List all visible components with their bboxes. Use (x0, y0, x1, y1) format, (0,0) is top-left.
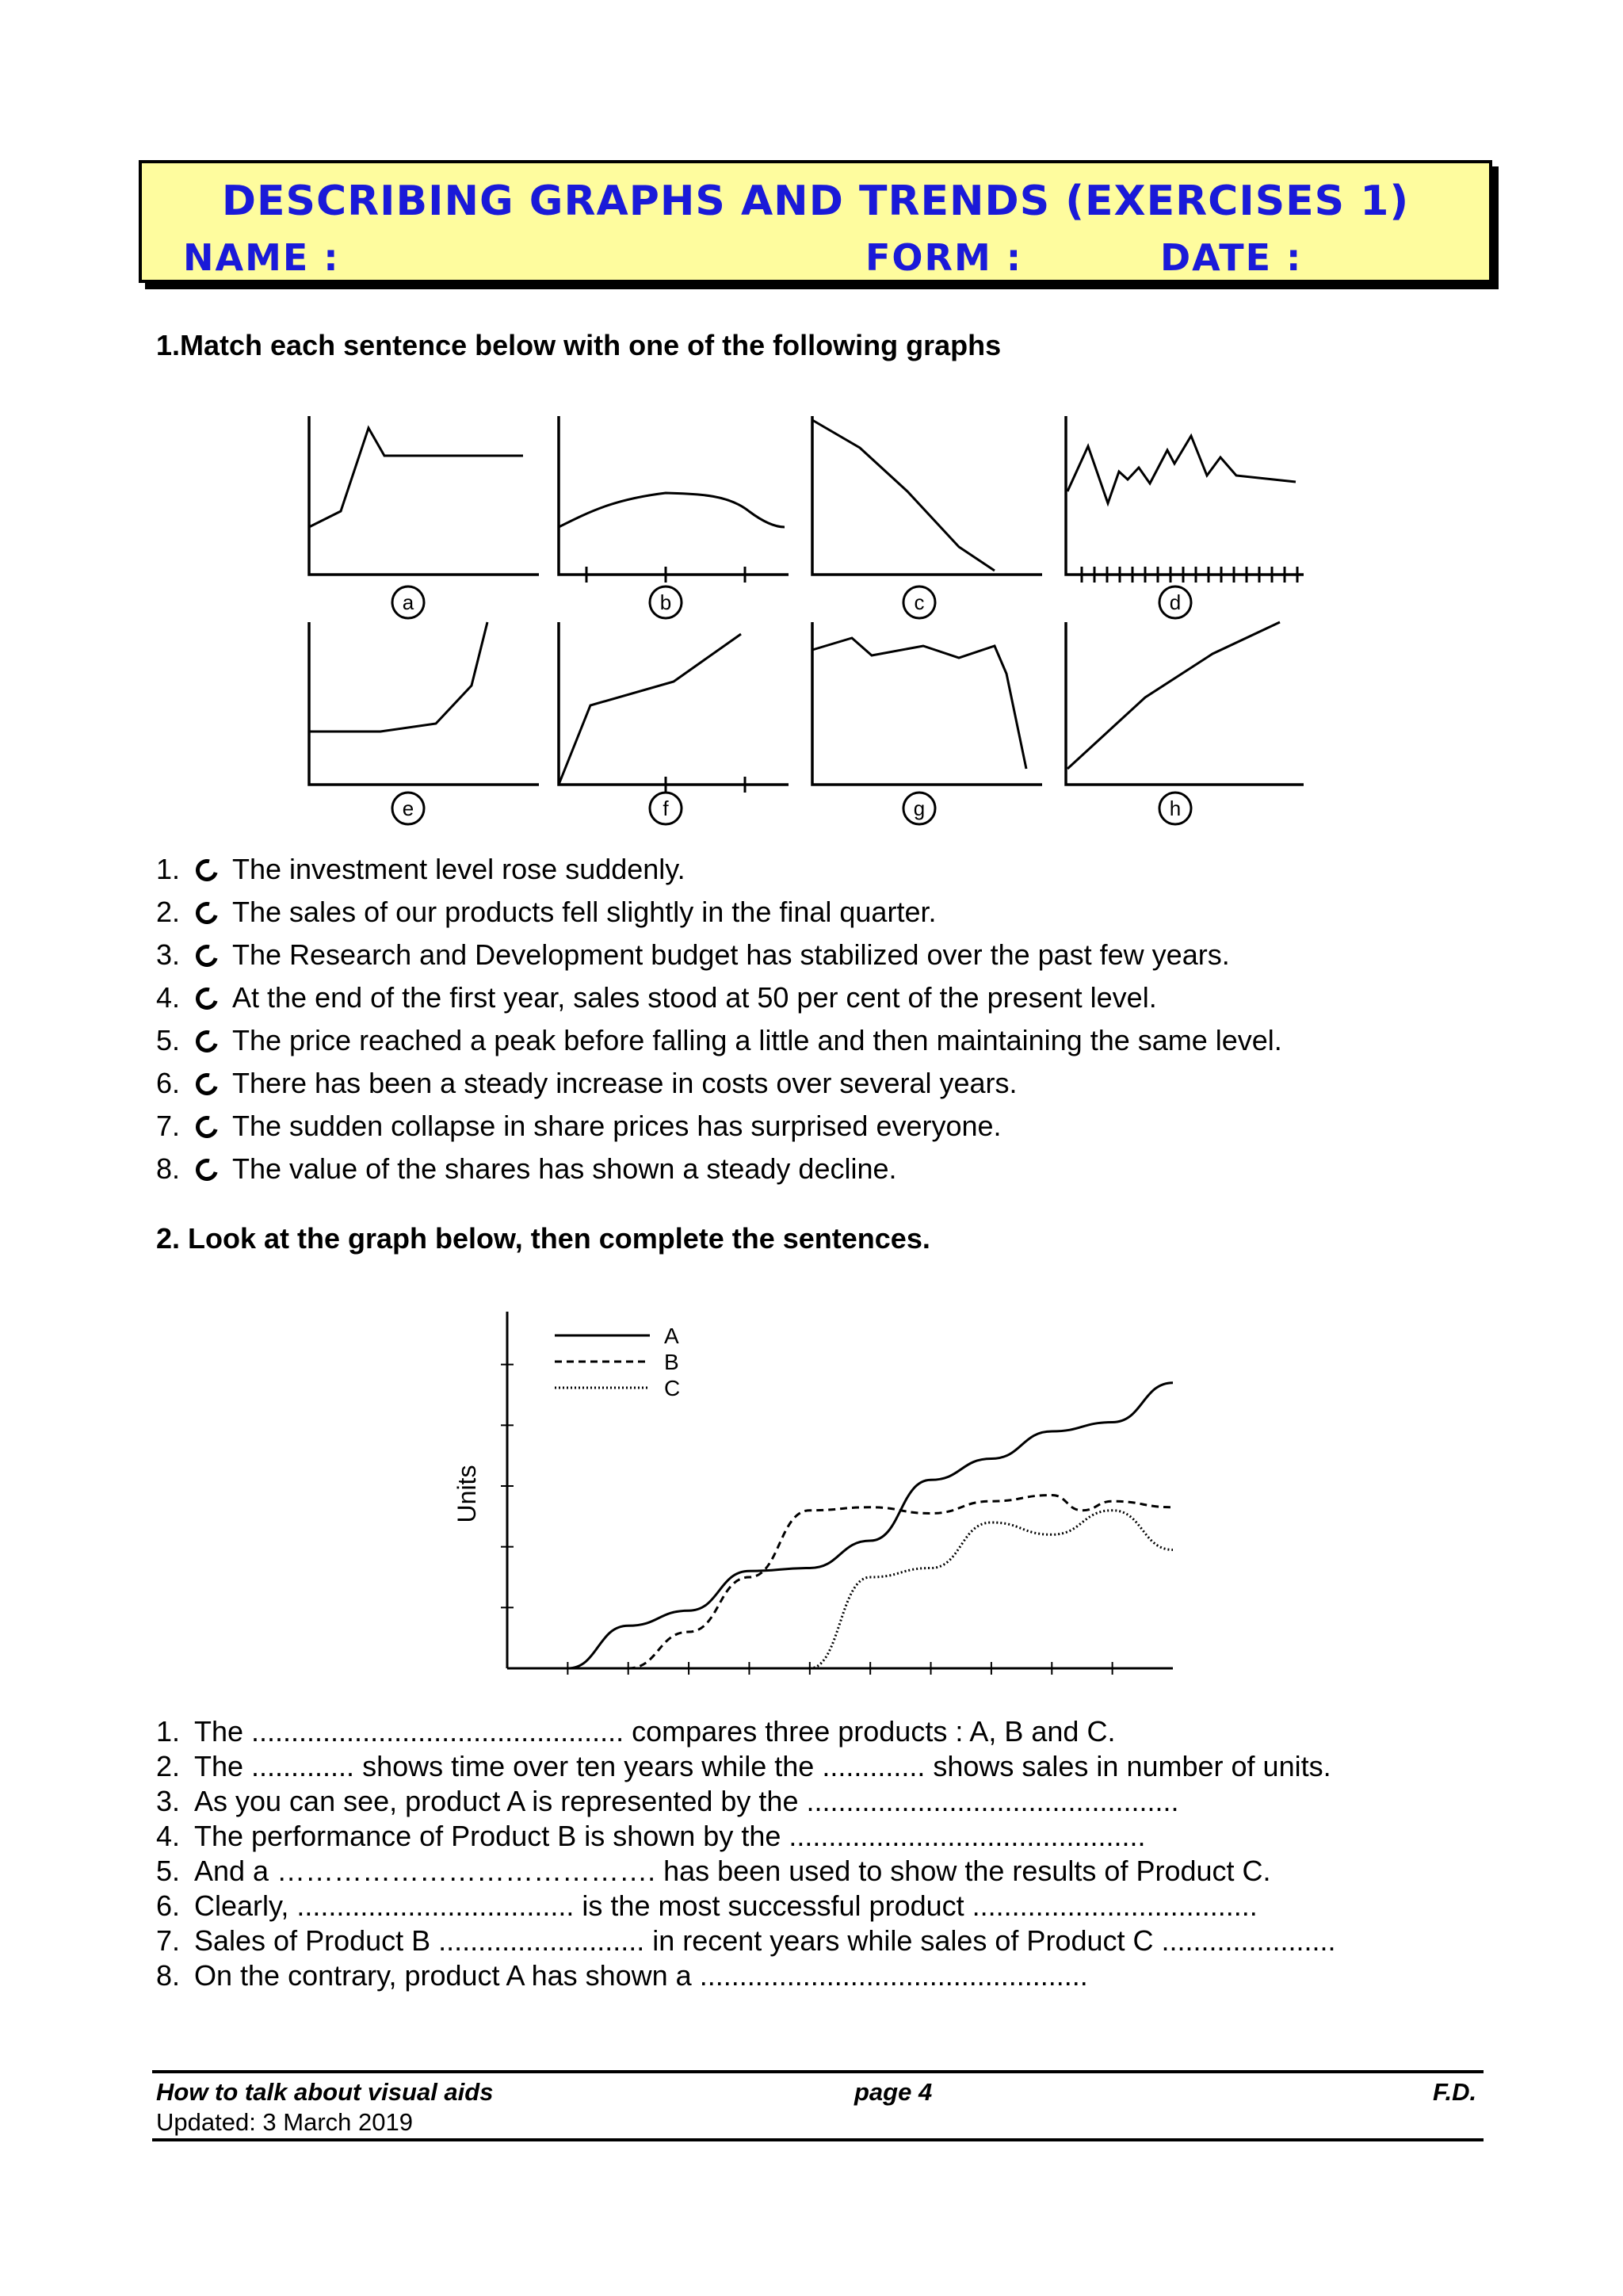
checkbox-bubble-icon[interactable] (192, 1155, 222, 1185)
legend-label-a: A (664, 1324, 679, 1348)
footer-doc-title: How to talk about visual aids (156, 2078, 494, 2106)
checkbox-bubble-icon[interactable] (192, 898, 222, 928)
series-line-a (567, 1383, 1173, 1668)
legend-label-c: C (664, 1376, 681, 1400)
graph-e (293, 614, 547, 828)
footer-author: F.D. (1433, 2078, 1477, 2106)
section2-heading: 2. Look at the graph below, then complete the sentences. (156, 1222, 930, 1255)
checkbox-bubble-icon[interactable] (192, 1069, 222, 1099)
checkbox-bubble-icon[interactable] (192, 1112, 222, 1142)
line-chart (444, 1300, 1189, 1692)
graph-f (543, 614, 796, 828)
graph-label-f: f (663, 797, 669, 820)
header-box (139, 160, 1492, 283)
list-item: 6. Clearly, ................................... is the most successful product .................................... (156, 1889, 1258, 1922)
checkbox-bubble-icon[interactable] (192, 855, 222, 885)
footer-updated: Updated: 3 March 2019 (156, 2108, 413, 2136)
graph-label-c: c (914, 590, 925, 614)
footer-divider-bottom (152, 2138, 1484, 2141)
graph-h (1050, 614, 1312, 828)
list-item: 8. On the contrary, product A has shown a ................................................. (156, 1959, 1088, 1992)
checkbox-bubble-icon[interactable] (192, 984, 222, 1014)
list-item: 6. There has been a steady increase in costs over several years. (156, 1067, 1018, 1099)
graph-label-h: h (1169, 797, 1182, 820)
section2-sentence-list (156, 1714, 1336, 1993)
graph-a (293, 408, 547, 622)
page-title: DESCRIBING GRAPHS AND TRENDS (EXERCISES 1) (221, 178, 1410, 225)
section1-heading: 1.Match each sentence below with one of the following graphs (156, 329, 1002, 361)
list-item: 2. The ............. shows time over ten years while the ............. shows sales in number of units. (156, 1750, 1331, 1782)
graph-c (796, 408, 1050, 622)
date-label: DATE : (1160, 236, 1303, 279)
list-item: 1. The investment level rose suddenly. (156, 853, 685, 885)
checkbox-bubble-icon[interactable] (192, 941, 222, 971)
form-label: FORM : (865, 236, 1023, 279)
footer-page-number: page 4 (854, 2078, 933, 2106)
line-chart-svg (444, 1300, 1189, 1688)
list-item: 1. The ............................................... compares three products : A, B and C. (156, 1715, 1116, 1748)
list-item: 5. And a …………………………………. has been used to show the results of Product C. (156, 1855, 1271, 1887)
graph-label-a: a (402, 590, 414, 614)
legend-label-b: B (664, 1350, 679, 1374)
list-item: 7. Sales of Product B .......................... in recent years while sales of Product C ...................... (156, 1924, 1336, 1957)
footer-divider-top (152, 2070, 1484, 2073)
list-item: 4. At the end of the first year, sales stood at 50 per cent of the present level. (156, 981, 1157, 1014)
list-item: 2. The sales of our products fell slightly in the final quarter. (156, 896, 937, 928)
list-item: 5. The price reached a peak before falling a little and then maintaining the same level. (156, 1024, 1282, 1056)
list-item: 3. The Research and Development budget has stabilized over the past few years. (156, 938, 1230, 971)
graph-b (543, 408, 796, 622)
series-line-c (810, 1511, 1173, 1668)
list-item: 7. The sudden collapse in share prices has surprised everyone. (156, 1110, 1002, 1142)
checkbox-bubble-icon[interactable] (192, 1026, 222, 1056)
graph-g (796, 614, 1050, 828)
name-label: NAME : (183, 236, 340, 279)
list-item: 3. As you can see, product A is represented by the ............................................... (156, 1785, 1179, 1817)
graph-label-b: b (659, 590, 672, 614)
section1-sentence-list (156, 848, 1282, 1190)
graph-label-e: e (402, 797, 414, 820)
graph-d (1050, 408, 1312, 622)
list-item: 4. The performance of Product B is shown by the ............................................. (156, 1820, 1146, 1852)
list-item: 8. The value of the shares has shown a steady decline. (156, 1152, 897, 1185)
graph-label-g: g (913, 797, 926, 820)
graph-label-d: d (1169, 590, 1182, 614)
y-axis-label: Units (453, 1465, 481, 1523)
series-line-b (628, 1496, 1173, 1669)
